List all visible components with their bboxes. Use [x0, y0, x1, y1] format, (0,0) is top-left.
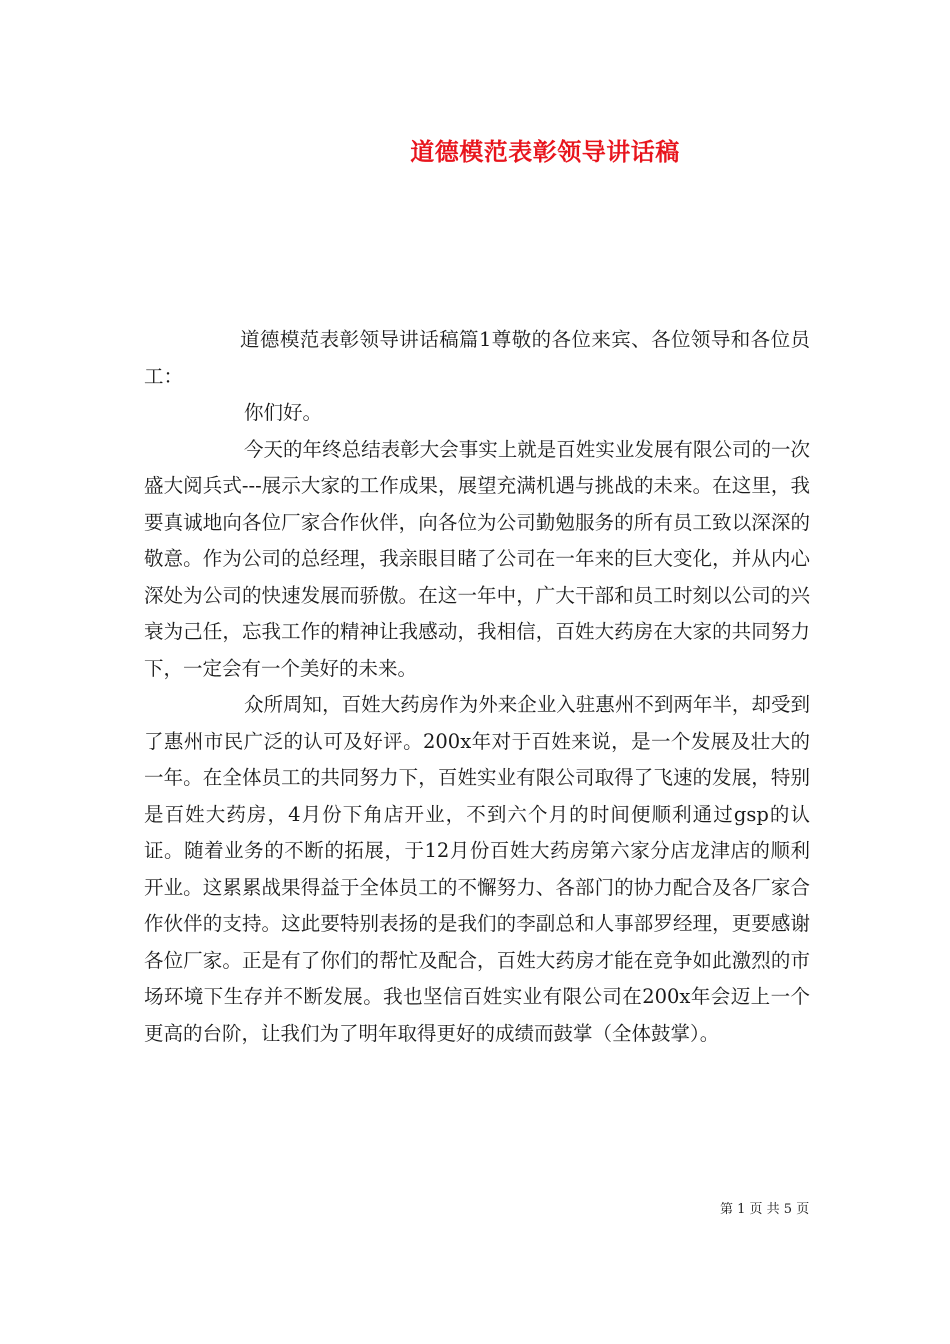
paragraph-hello: 你们好。	[244, 401, 323, 424]
paragraph-greeting: 道德模范表彰领导讲话稿篇1尊敬的各位来宾、各位领导和各位员工：	[144, 328, 810, 388]
page-title: 道德模范表彰领导讲话稿	[410, 137, 680, 166]
page-number: 第 1 页 共 5 页	[720, 1202, 810, 1217]
paragraph-achievements: 众所周知，百姓大药房作为外来企业入驻惠州不到两年半，却受到了惠州市民广泛的认可及好评。200x年对于百姓来说，是一个发展及壮大的一年。在全体员工的共同努力下，百姓实业有限公司取得了飞速的发展，特别是百姓大药房，4月份下角店开业，不到六个月的时间便顺利通过gsp的认证。随着业务的不断的拓展，于12月份百姓大药房第六家分店龙津店的顺利开业。这累累战果得益于全体员工的不懈努力、各部门的协力配合及各厂家合作伙伴的支持。这此要特别表扬的是我们的李副总和人事部罗经理，更要感谢各位厂家。正是有了你们的帮忙及配合，百姓大药房才能在竞争如此激烈的市场环境下生存并不断发展。我也坚信百姓实业有限公司在200x年会迈上一个更高的台阶，让我们为了明年取得更好的成绩而鼓掌（全体鼓掌）。	[144, 693, 810, 1045]
paragraph-summary: 今天的年终总结表彰大会事实上就是百姓实业发展有限公司的一次盛大阅兵式---展示大家的工作成果，展望充满机遇与挑战的未来。在这里，我要真诚地向各位厂家合作伙伴，向各位为公司勤勉服务的所有员工致以深深的敬意。作为公司的总经理，我亲眼目睹了公司在一年来的巨大变化，并从内心深处为公司的快速发展而骄傲。在这一年中，广大干部和员工时刻以公司的兴衰为己任，忘我工作的精神让我感动，我相信，百姓大药房在大家的共同努力下，一定会有一个美好的未来。	[144, 437, 810, 680]
document-body	[144, 322, 810, 1052]
